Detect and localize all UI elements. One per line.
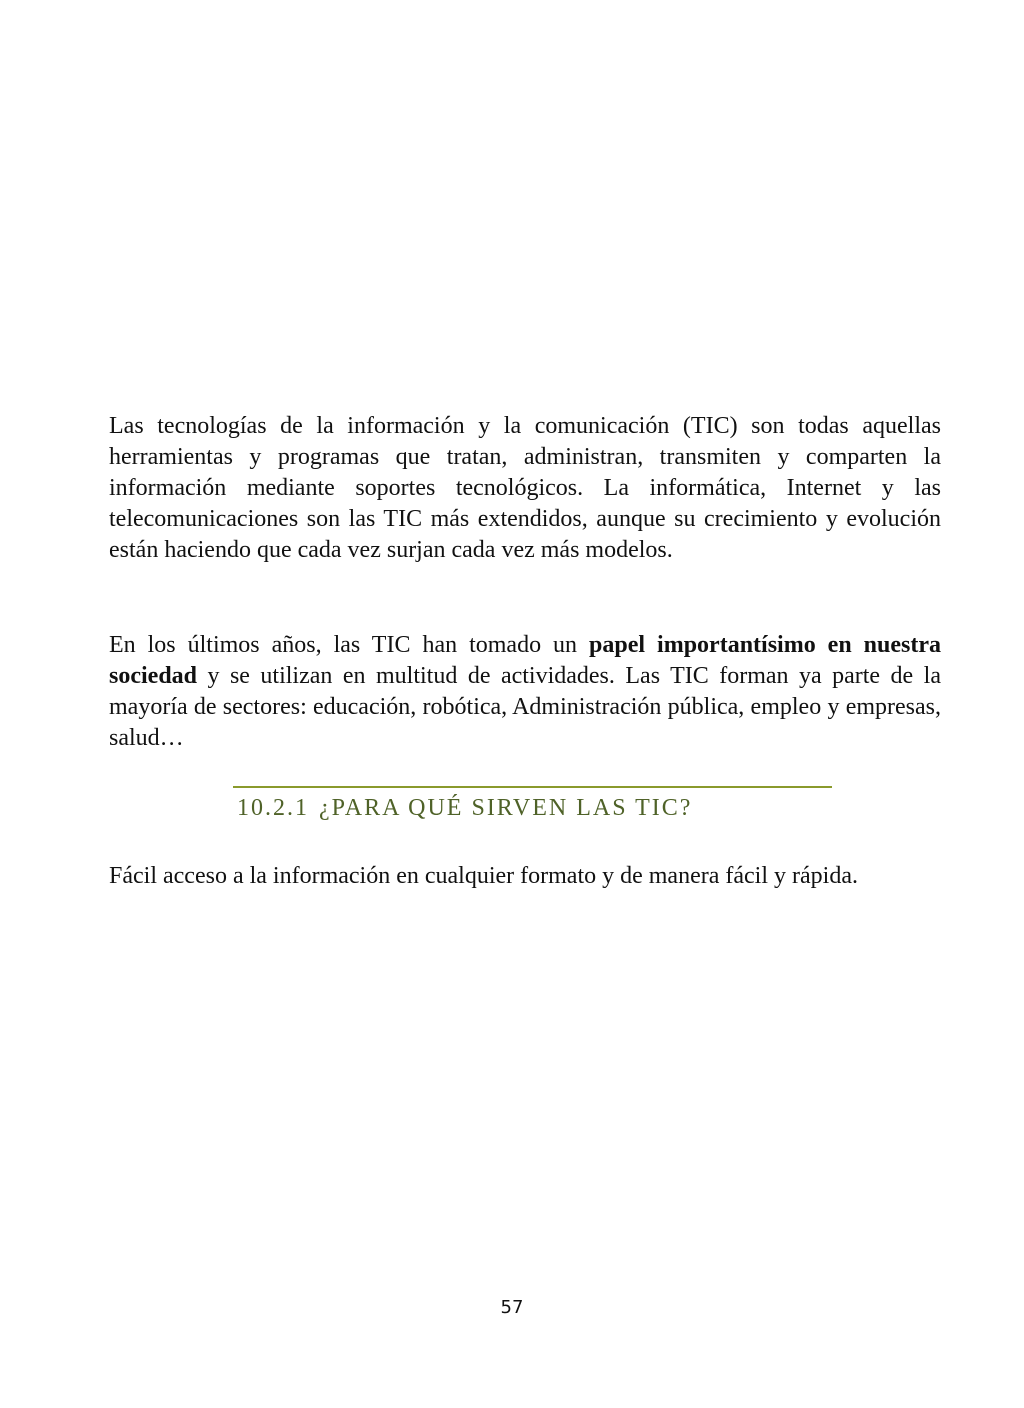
body-paragraph-tic-definition: Las tecnologías de la información y la comunicación (TIC) son todas aquellas herramientas y programas que tratan, administran, transmiten y comparten la información mediante soportes tecnológicos. La informática, Internet y las telecomunicaciones son las TIC más extendidos, aunque su crecimiento y evolución están haciendo que cada vez surjan cada vez más modelos. xyxy=(109,413,941,563)
paragraph-text-before-bold: En los últimos años, las TIC han tomado un xyxy=(109,632,590,658)
section-heading-title: ¿PARA QUÉ SIRVEN LAS TIC? xyxy=(319,795,693,821)
body-paragraph-tic-importance xyxy=(109,630,941,754)
section-heading xyxy=(237,792,692,824)
section-heading-number: 10.2.1 xyxy=(237,795,309,821)
body-paragraph-tic-uses: Fácil acceso a la información en cualquier formato y de manera fácil y rápida. xyxy=(109,863,858,889)
section-heading-rule xyxy=(233,786,832,788)
page-number: 57 xyxy=(500,1297,524,1318)
paragraph-bold-emphasis: papel importantísimo en nuestra sociedad xyxy=(109,632,942,689)
paragraph-text-after-bold: y se utilizan en multitud de actividades. Las TIC forman ya parte de la mayoría de sectores: educación, robótica, Administración pública, empleo y empresas, salud… xyxy=(109,663,941,751)
